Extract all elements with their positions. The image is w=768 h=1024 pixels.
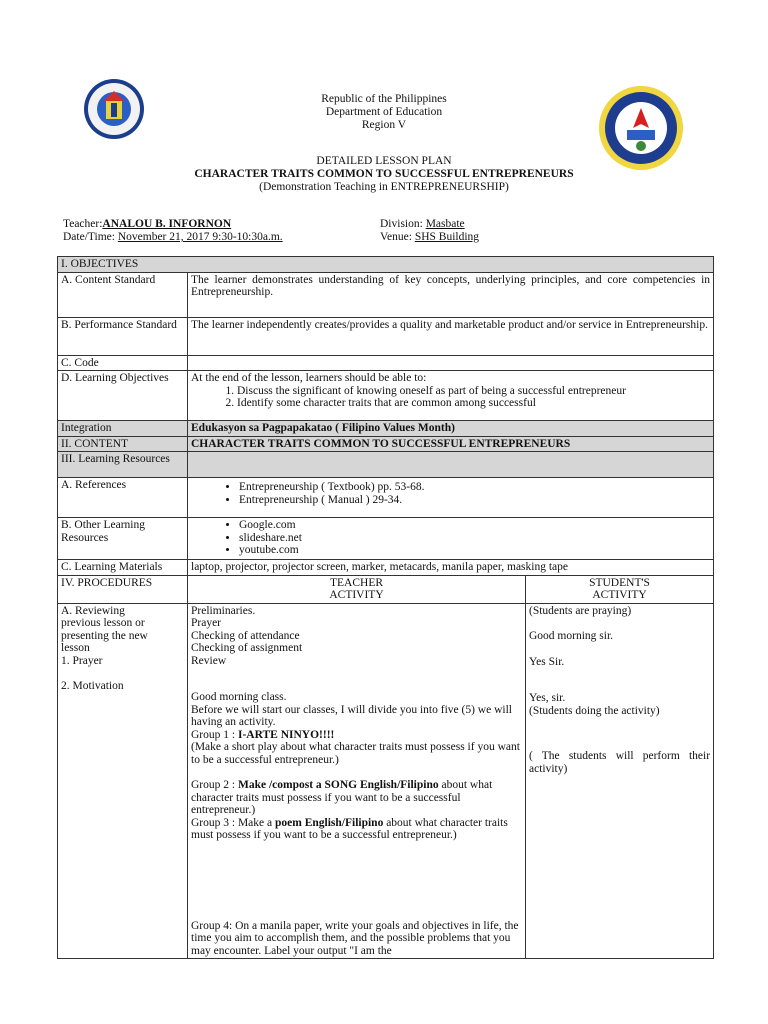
republic-line: Republic of the Philippines <box>321 93 447 105</box>
student-header-line1: STUDENT'S <box>589 576 650 589</box>
learning-objectives-list <box>191 385 710 410</box>
student-activity-cell <box>526 603 714 959</box>
datetime-value: November 21, 2017 9:30-10:30a.m. <box>117 231 283 243</box>
references-cell <box>188 478 714 518</box>
procedures-label: IV. PROCEDURES <box>58 575 188 603</box>
teacher-name: ANALOU B. INFORNON <box>102 218 232 230</box>
group1-title: I-ARTE NINYO!!!! <box>237 728 335 741</box>
learning-resources-label: III. Learning Resources <box>58 452 188 478</box>
integration-text: Edukasyon sa Pagpapakatao ( Filipino Values Month) <box>188 421 714 437</box>
group2-line <box>191 779 522 817</box>
code-value <box>188 355 714 371</box>
group2-title: Make /compost a SONG English/Filipino <box>237 779 439 791</box>
teacher-header-line1: TEACHER <box>329 576 384 589</box>
group1-label: Group 1 : <box>191 728 238 741</box>
venue-value: SHS Building <box>414 231 480 243</box>
doc-subtitle: (Demonstration Teaching in ENTREPRENEURSHIP) <box>259 181 509 193</box>
region-line: Region V <box>361 119 407 131</box>
references-label: A. References <box>58 478 188 518</box>
performance-standard-label: B. Performance Standard <box>58 317 188 355</box>
teacher-label: Teacher: <box>63 218 103 230</box>
learning-objectives-intro: At the end of the lesson, learners should be able to: <box>191 372 427 384</box>
procedure-step-line: presenting the new <box>61 629 148 642</box>
content-text: CHARACTER TRAITS COMMON TO SUCCESSFUL ENTREPRENEURS <box>188 436 714 452</box>
teacher-attendance: Checking of attendance <box>191 629 300 642</box>
doc-type: DETAILED LESSON PLAN <box>316 155 452 167</box>
teacher-instructions: Before we will start our classes, I will divide you into five (5) we will having an activity. <box>191 703 512 728</box>
teacher-line <box>63 218 231 231</box>
objectives-heading: I. OBJECTIVES <box>58 257 714 273</box>
division-value: Masbate <box>425 218 465 230</box>
learning-objective-item: 1. Discuss the significant of knowing oneself as part of being a successful entrepreneur <box>237 385 710 398</box>
integration-label: Integration <box>58 421 188 437</box>
department-line: Department of Education <box>325 106 443 118</box>
other-resources-label: B. Other Learning Resources <box>58 518 188 560</box>
teacher-preliminaries: Preliminaries. <box>191 604 256 617</box>
reference-item: • Entrepreneurship ( Textbook) pp. 53-68. <box>239 481 710 494</box>
group3-desc: about what character traits must possess if you want to be a successful entrepreneur.) <box>191 816 508 841</box>
venue-line <box>380 231 479 244</box>
reference-item: • Entrepreneurship ( Manual ) 29-34. <box>239 494 710 507</box>
student-greeting: Good morning sir. <box>529 630 614 642</box>
student-yes2: Yes, sir. <box>529 692 566 704</box>
content-label: II. CONTENT <box>58 436 188 452</box>
teacher-activity-header <box>188 575 526 603</box>
lesson-plan-table <box>57 256 714 959</box>
procedure-step-line: lesson <box>61 642 90 654</box>
group3-title: poem English/Filipino <box>275 816 384 829</box>
teacher-header-line2: ACTIVITY <box>329 589 384 601</box>
other-resource-item: • Google.com <box>239 519 710 532</box>
group1-desc: (Make a short play about what character traits must possess if you want to be a successful entrepreneur.) <box>191 741 520 766</box>
teacher-prayer: Prayer <box>191 617 222 629</box>
student-praying: (Students are praying) <box>529 604 632 617</box>
teacher-review: Review <box>191 654 227 667</box>
other-resource-item: • slideshare.net <box>239 532 710 545</box>
teacher-activity-cell <box>188 603 526 959</box>
doc-title: CHARACTER TRAITS COMMON TO SUCCESSFUL ENTREPRENEURS <box>194 168 574 180</box>
code-label: C. Code <box>58 355 188 371</box>
learning-materials-text: laptop, projector, projector screen, marker, metacards, manila paper, masking tape <box>188 560 714 576</box>
learning-objectives-label: D. Learning Objectives <box>58 371 188 421</box>
performance-standard-text: The learner independently creates/provides a quality and marketable product and/or service in Entrepreneurship. <box>188 317 714 355</box>
content-standard-text: The learner demonstrates understanding of key concepts, underlying principles, and core competencies in Entrepreneurship. <box>188 272 714 317</box>
other-resources-cell <box>188 518 714 560</box>
procedure-step-motivation: 2. Motivation <box>61 680 124 692</box>
group3-label: Group 3 : Make a <box>191 816 275 829</box>
learning-materials-label: C. Learning Materials <box>58 560 188 576</box>
content-standard-label: A. Content Standard <box>58 272 188 317</box>
group2-desc: about what character traits must possess if you want to be a successful entrepreneur.) <box>191 779 493 816</box>
group1-line <box>191 729 522 742</box>
datetime-line <box>63 231 283 244</box>
learning-resources-value <box>188 452 714 478</box>
group4-text: Group 4: On a manila paper, write your goals and objectives in life, the time you aim to accomplish them, and the possible problems that you may encounter. Label your output "I am the <box>191 919 519 957</box>
teacher-greeting: Good morning class. <box>191 691 287 703</box>
datetime-label: Date/Time: <box>63 231 115 243</box>
group3-line <box>191 817 522 842</box>
venue-label: Venue: <box>380 231 412 243</box>
procedure-step-cell <box>58 603 188 959</box>
student-doing: (Students doing the activity) <box>529 704 660 717</box>
references-list <box>191 481 710 506</box>
learning-objective-item: 2. Identify some character traits that are common among successful <box>237 397 710 410</box>
procedure-step-prayer: 1. Prayer <box>61 654 103 667</box>
division-line <box>380 218 465 231</box>
learning-objectives-cell <box>188 371 714 421</box>
student-activity-header <box>526 575 714 603</box>
procedure-step-line: A. Reviewing <box>61 604 125 617</box>
other-resources-list <box>191 519 710 557</box>
teacher-assignment: Checking of assignment <box>191 642 303 654</box>
student-perform: ( The students will perform their activity) <box>529 750 711 775</box>
group2-label: Group 2 : <box>191 779 238 791</box>
student-header-line2: ACTIVITY <box>592 589 647 601</box>
division-label: Division: <box>380 218 423 230</box>
student-yes: Yes Sir. <box>529 655 565 668</box>
procedure-step-line: previous lesson or <box>61 617 145 629</box>
other-resource-item: • youtube.com <box>239 544 710 557</box>
